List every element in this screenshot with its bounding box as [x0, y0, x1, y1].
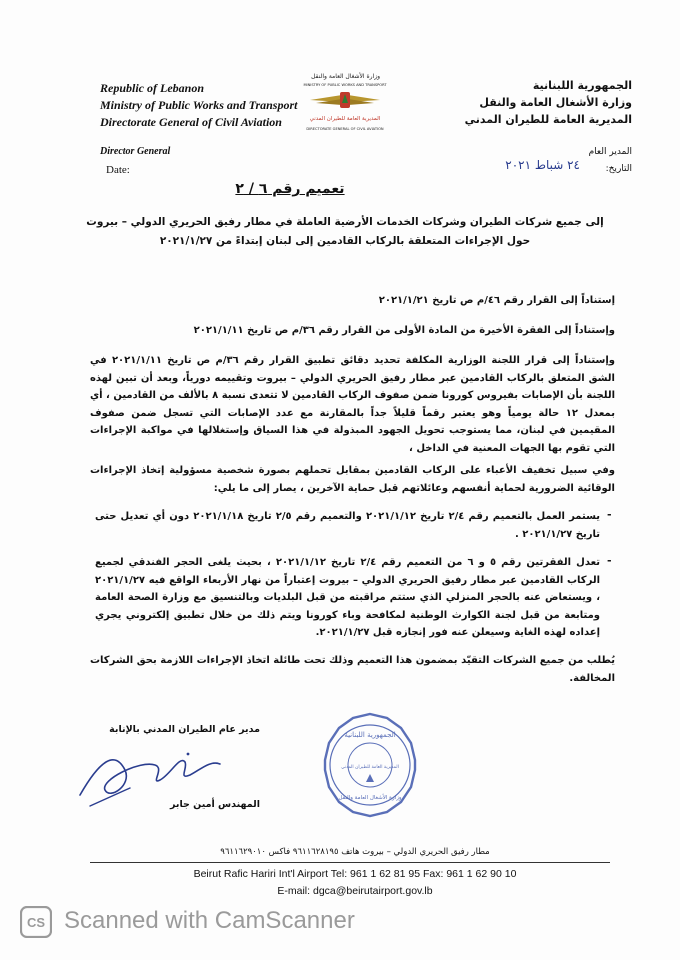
bullet-marker-2: -: [607, 554, 612, 567]
header-en-directorate: Directorate General of Civil Aviation: [100, 115, 282, 129]
header-ar-ministry: وزارة الأشغال العامة والنقل: [479, 96, 632, 109]
circular-address-line-1: إلى جميع شركات الطيران وشركات الخدمات الأرضية العاملة في مطار رفيق الحريري الدولي – بيروت: [86, 216, 604, 228]
stamp-bottom-text: وزارة الأشغال العامة والنقل: [338, 795, 402, 801]
circular-title: تعميم رقم ٦ / ٢: [235, 181, 345, 197]
logo-top-en: MINISTRY OF PUBLIC WORKS AND TRANSPORT: [303, 83, 387, 87]
footer-email: E-mail: dgca@beirutairport.gov.lb: [277, 885, 433, 897]
paragraph-1: إستناداً إلى القرار رقم ٤٦/م ص تاريخ ٢٠٢١/١/٢١: [378, 295, 615, 306]
header-ar-republic: الجمهورية اللبنانية: [532, 79, 632, 92]
camscanner-logo-icon: [20, 906, 52, 938]
logo-bottom-ar: المديرية العامة للطيران المدني: [309, 116, 381, 122]
header-ar-date-value: ٢٤ شباط ٢٠٢١: [505, 158, 580, 172]
ministry-logo: [290, 70, 400, 138]
header-en-republic: Republic of Lebanon: [100, 81, 204, 95]
header-ar-directorate: المديرية العامة للطيران المدني: [464, 113, 632, 126]
circular-address-line-2: حول الإجراءات المتعلقة بالركاب القادمين إلى لبنان إبتداءً من ٢٠٢١/١/٢٧: [159, 235, 531, 247]
airplane-wings-icon: [310, 92, 380, 108]
logo-bottom-en: DIRECTORATE GENERAL OF CIVIL AVIATION: [306, 127, 384, 131]
paragraph-5: يُطلب من جميع الشركات التقيّد بمضمون هذا التعميم وذلك تحت طائلة اتخاذ الإجراءات اللازمة بحق الشركات المخالفة.: [90, 655, 615, 684]
paragraph-3: وإستناداً إلى قرار اللجنة الوزارية المكلفة تحديد دقائق تطبيق القرار رقم ٣٦/م ص تاريخ ٢٠٢١/١/١١ في الشق المتعلق بالركاب القادمين عبر مطار رفيق الحريري الدولي – بيروت وتقييمه دورياً، وبعد أن تبين لهذه اللجنة بأن الإصابات بفيروس كورونا ضمن صفوف الركاب القادمين لا تتعدى نسبة ٨ بالألف من القادمين ، أي بمعدل ١٢ حالة يومياً وهو يعتبر رقماً قليلاً جداً بالمقارنة مع عدد الإصابات التي تسجل ضمن صفوف المقيمين في لبنان، مما يستوجب تحويل الجهود المبذولة في هذا السياق وإستغلالها في مواكبة الإجراءات التي تقوم بها الجهات المعنية في الداخل ،: [89, 355, 615, 454]
paragraph-2: وإستناداً إلى الفقرة الأخيرة من المادة الأولى من القرار رقم ٣٦/م ص تاريخ ٢٠٢١/١/١١: [193, 325, 615, 336]
header-en-ministry: Ministry of Public Works and Transport: [100, 98, 298, 112]
footer-divider: [90, 862, 610, 863]
bullet-marker-1: -: [607, 508, 612, 521]
camscanner-watermark-text: Scanned with CamScanner: [64, 907, 355, 934]
camscanner-logo-text: CS: [26, 915, 46, 930]
bullet-item-2: تعدل الفقرتين رقم ٥ و ٦ من التعميم رقم ٢/٤ تاريخ ٢٠٢١/١/١٢ ، بحيث يلغى الحجر الفندقي لجميع الركاب القادمين عبر مطار رفيق الحريري الدولي – بيروت إعتباراً من نهار الأربعاء الواقع فيه ٢٠٢١/١/٢٧ ، ويستعاض عنه بالحجر المنزلي الذي ستتم مراقبته من قبل البلديات وبالتنسيق مع وزارة الصحة العامة ومتابعة من قبل لجنة الكوارث الوطنية لمكافحة وباء كورونا ويتم ذلك من خلال تطبيق إلكتروني يجري إعداده لهذه الغاية وسيعلن عنه فور إنجازه قبل ٢٠٢١/١/٢٧.: [95, 557, 600, 638]
bullet-item-1: يستمر العمل بالتعميم رقم ٢/٤ تاريخ ٢٠٢١/١/١٢ والتعميم رقم ٢/٥ تاريخ ٢٠٢١/١/١٨ دون أي تعديل حتى تاريخ ٢٠٢١/١/٢٧ .: [95, 511, 601, 540]
header-ar-date-label: التاريخ:: [605, 164, 632, 174]
signatory-name: المهندس أمين جابر: [169, 799, 260, 810]
official-stamp: [315, 710, 425, 820]
header-ar-director-general: المدير العام: [588, 147, 632, 157]
cedar-icon: [366, 774, 374, 782]
footer-english-contact: Beirut Rafic Hariri Int'l Airport Tel: 961 1 62 81 95 Fax: 961 1 62 90 10: [193, 868, 517, 880]
header-en-date-label: Date:: [106, 164, 130, 176]
camscanner-watermark: [20, 906, 660, 936]
stamp-middle-text: المديرية العامة للطيران المدني: [341, 765, 399, 770]
header-en-director-general: Director General: [100, 146, 171, 157]
logo-top-ar: وزارة الأشغال العامة والنقل: [311, 73, 380, 80]
stamp-top-text: الجمهورية اللبنانية: [344, 731, 396, 739]
footer-arabic-contact: مطار رفيق الحريري الدولي – بيروت هاتف ٩٦١١٦٢٨١٩٥ فاكس ٩٦١١٦٢٩٠١٠: [220, 847, 490, 857]
signatory-title: مدير عام الطيران المدني بالإنابة: [109, 724, 260, 735]
paragraph-4: وفي سبيل تخفيف الأعباء على الركاب القادمين بمقابل تحملهم بصورة شخصية مسؤولية إتخاذ الإجراءات الوقائية الضرورية لحماية أنفسهم وعائلاتهم قبل حماية الآخرين ، يصار إلى ما يلي:: [90, 465, 615, 494]
